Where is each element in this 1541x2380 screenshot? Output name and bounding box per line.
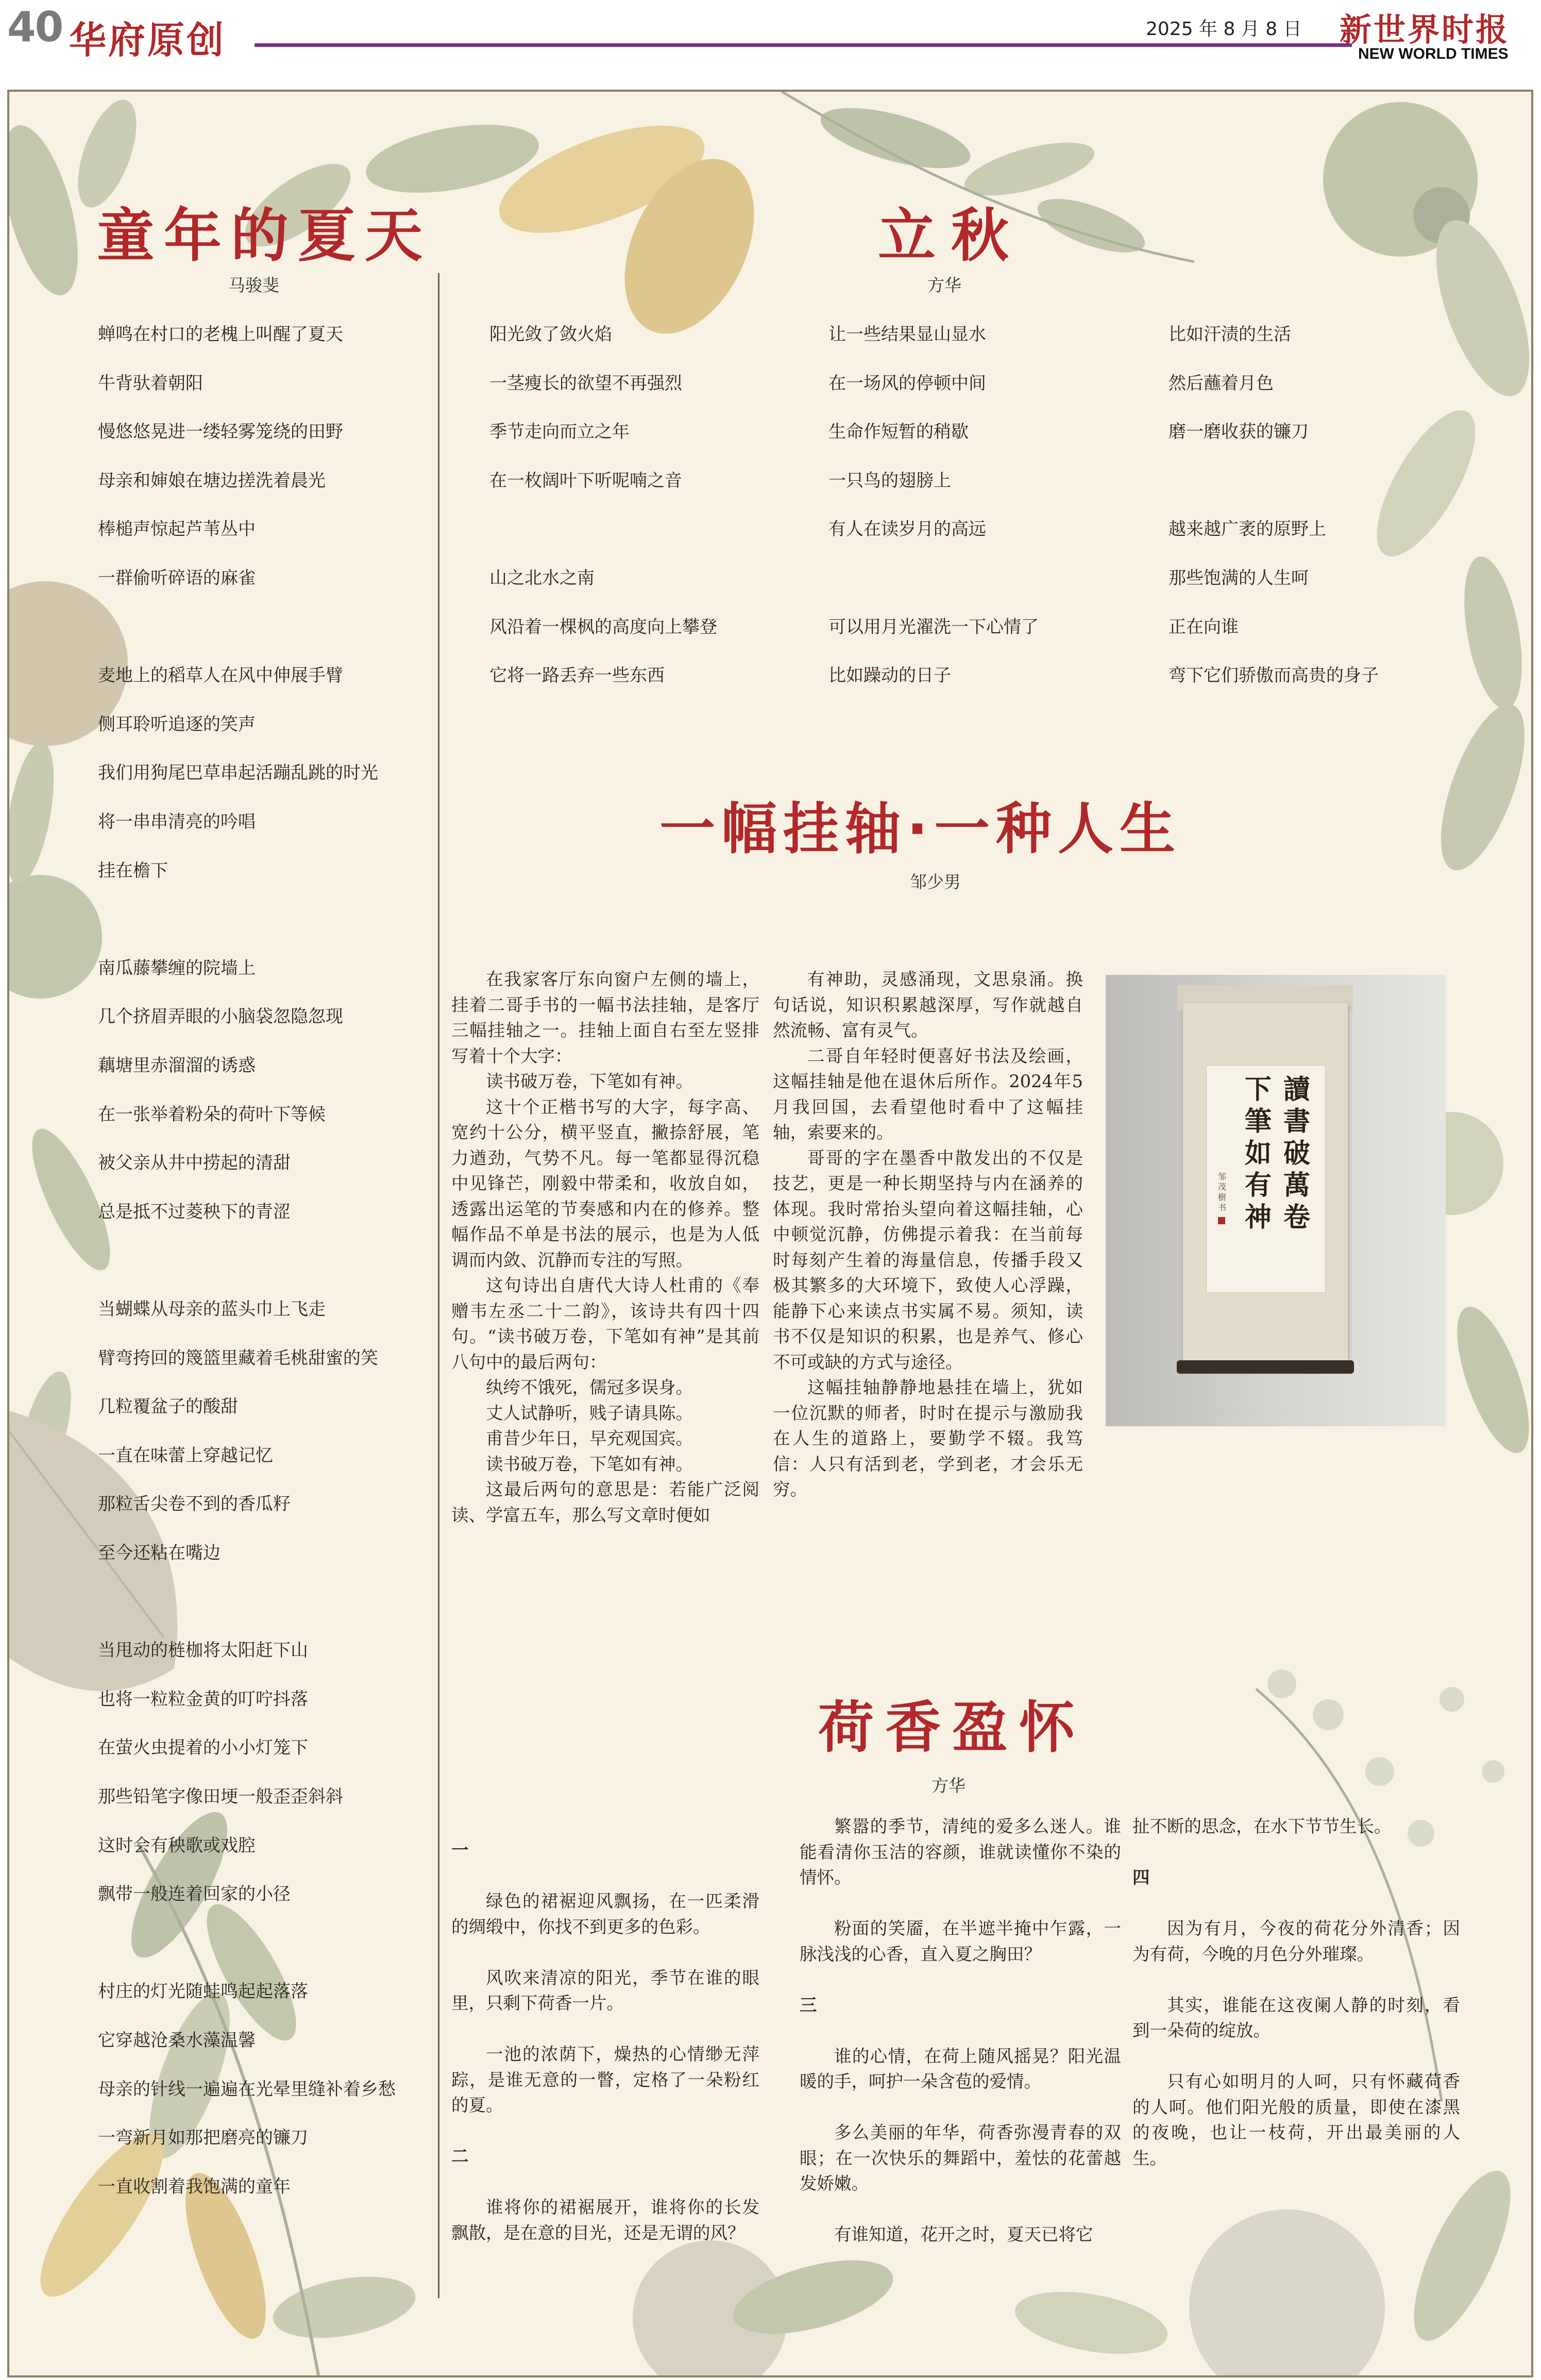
poem-line: 让一些结果显山显水 bbox=[828, 324, 986, 345]
poem-line: 在萤火虫提着的小小灯笼下 bbox=[98, 1737, 308, 1759]
poem-line: 越来越广袤的原野上 bbox=[1169, 519, 1326, 540]
paragraph: 粉面的笑靥，在半遮半掩中乍露，一脉浅浅的心香，直入夏之胸田？ bbox=[800, 1918, 1121, 1964]
poem-line: 正在向谁 bbox=[1169, 616, 1239, 637]
poem-line: 村庄的灯光随蛙鸣起起落落 bbox=[98, 1981, 308, 2002]
poem-line: 比如躁动的日子 bbox=[828, 665, 951, 686]
essay-author: 邹少男 bbox=[910, 872, 961, 892]
issue-date: 2025 年 8 月 8 日 bbox=[1146, 19, 1302, 40]
poem-line: 那些饱满的人生呵 bbox=[1169, 568, 1309, 588]
paragraph: 这幅挂轴静静地悬挂在墙上，犹如一位沉默的师者，时时在提示与激励我在人生的道路上，要勤学不辍。我笃信：人只有活到老，学到老，才会乐无穷。 bbox=[773, 1377, 1083, 1499]
poem-line: 有人在读岁月的高远 bbox=[828, 519, 986, 540]
masthead-logo: 新世界时报 bbox=[1340, 11, 1510, 48]
poem-line: 一只鸟的翅膀上 bbox=[828, 470, 951, 491]
poem-line: 臂弯挎回的篾篮里藏着毛桃甜蜜的笑 bbox=[98, 1347, 378, 1369]
poem-line: 在一场风的停顿中间 bbox=[828, 373, 986, 394]
poem-line: 那些铅笔字像田埂一般歪歪斜斜 bbox=[98, 1786, 343, 1807]
poem-line: 我们用狗尾巴草串起活蹦乱跳的时光 bbox=[98, 763, 378, 784]
poem-line: 侧耳聆听追逐的笑声 bbox=[98, 714, 256, 735]
poem-line: 它穿越沧桑水藻温馨 bbox=[98, 2030, 256, 2051]
paragraph: 这最后两句的意思是：若能广泛阅读、学富五车，那么写文章时便如 bbox=[451, 1479, 759, 1525]
paragraph: 其实，谁能在这夜阑人静的时刻，看到一朵荷的绽放。 bbox=[1132, 1995, 1460, 2040]
paragraph: 有谁知道，花开之时，夏天已将它 bbox=[834, 2224, 1093, 2244]
poem-line: 然后蘸着月色 bbox=[1169, 373, 1274, 394]
poem-line: 挂在檐下 bbox=[98, 860, 168, 881]
poem-line: 可以用月光濯洗一下心情了 bbox=[828, 616, 1039, 637]
poem-line: 这时会有秧歌或戏腔 bbox=[98, 1835, 256, 1856]
calligraphy-scroll-photo bbox=[1106, 975, 1446, 1426]
lotus-col1 bbox=[451, 1837, 759, 2246]
paragraph: 读书破万卷，下笔如有神。 bbox=[486, 1454, 693, 1474]
paragraph: 读书破万卷，下笔如有神。 bbox=[486, 1071, 693, 1091]
lotus-title: 荷香盈怀 bbox=[818, 1696, 1087, 1760]
poem-2-title: 立秋 bbox=[878, 202, 1024, 269]
poem-line: 那粒舌尖卷不到的香瓜籽 bbox=[98, 1494, 291, 1515]
poem-line: 当甩动的梿枷将太阳赶下山 bbox=[98, 1640, 308, 1661]
paragraph: 甫昔少年日，早充观国宾。 bbox=[486, 1428, 693, 1448]
poem-line: 在一张举着粉朵的荷叶下等候 bbox=[98, 1104, 326, 1125]
paragraph: 谁将你的裙裾展开，谁将你的长发飘散，是在意的目光，还是无谓的风？ bbox=[451, 2197, 759, 2243]
paragraph: 只有心如明月的人呵，只有怀藏荷香的人呵。他们阳光般的质量，即使在漆黑的夜晚，也让一枝荷，开出最美丽的人生。 bbox=[1132, 2071, 1460, 2168]
poem-line: 飘带一般连着回家的小径 bbox=[98, 1884, 291, 1905]
poem-line: 至今还粘在嘴边 bbox=[98, 1543, 221, 1563]
poem-line: 一茎瘦长的欲望不再强烈 bbox=[489, 373, 682, 394]
paragraph: 这句诗出自唐代大诗人杜甫的《奉赠韦左丞二十二韵》，该诗共有四十四句。“读书破万卷，下笔如有神”是其前八句中的最后两句： bbox=[451, 1275, 759, 1372]
poem-1-title: 童年的夏天 bbox=[97, 202, 432, 269]
paragraph: 二哥自年轻时便喜好书法及绘画，这幅挂轴是他在退休后所作。2024年5月我回国，去看望他时看中了这幅挂轴，索要来的。 bbox=[773, 1045, 1083, 1142]
lotus-col3 bbox=[1132, 1814, 1460, 2171]
poem-line: 母亲的针线一遍遍在光晕里缝补着乡愁 bbox=[98, 2079, 396, 2100]
poem-line: 磨一磨收获的镰刀 bbox=[1169, 421, 1309, 443]
poem-line: 生命作短暂的稍歇 bbox=[828, 421, 969, 443]
essay-title: 一幅挂轴·一种人生 bbox=[659, 797, 1182, 862]
poem-line: 也将一粒粒金黄的叮咛抖落 bbox=[98, 1689, 308, 1710]
poem-line: 母亲和婶娘在塘边搓洗着晨光 bbox=[98, 470, 326, 491]
essay-col2 bbox=[773, 967, 1083, 1503]
poem-line: 牛背驮着朝阳 bbox=[98, 373, 203, 394]
section-title: 华府原创 bbox=[69, 19, 226, 62]
paragraph: 在我家客厅东向窗户左侧的墙上，挂着二哥手书的一幅书法挂轴，是客厅三幅挂轴之一。挂轴上面自右至左竖排写着十个大字： bbox=[451, 969, 759, 1066]
poem-line: 一直收割着我饱满的童年 bbox=[98, 2176, 291, 2197]
poem-line: 弯下它们骄傲而高贵的身子 bbox=[1169, 665, 1379, 686]
paragraph: 多么美丽的年华，荷香弥漫青春的双眼；在一次快乐的舞蹈中，羞怯的花蕾越发娇嫩。 bbox=[800, 2122, 1121, 2193]
poem-line: 慢悠悠晃进一缕轻雾笼绕的田野 bbox=[98, 421, 343, 443]
poem-line: 总是抵不过菱秧下的青涩 bbox=[98, 1201, 291, 1222]
paragraph: 哥哥的字在墨香中散发出的不仅是技艺，更是一种长期坚持与内在涵养的体现。我时常抬头望向着这幅挂轴，心中顿觉沉静，仿佛提示着我：在当前每时每刻产生着的海量信息，传播手段又极其繁多的大环境下，致使人心浮躁，能静下心来读点书实属不易。须知，读书不仅是知识的积累，也是养气、修心不可或缺的方式与途径。 bbox=[773, 1147, 1083, 1372]
lotus-author: 方华 bbox=[932, 1776, 966, 1796]
poem-line: 山之北水之南 bbox=[489, 568, 595, 588]
poem-line: 阳光敛了敛火焰 bbox=[489, 324, 612, 345]
poem-1-author: 马骏斐 bbox=[228, 275, 279, 295]
paragraph: 丈人试静听，贱子请具陈。 bbox=[486, 1403, 693, 1423]
section-heading: 一 bbox=[451, 1840, 469, 1860]
poem-line: 南瓜藤攀缠的院墙上 bbox=[98, 957, 256, 978]
essay-col1 bbox=[451, 967, 759, 1528]
lotus-col2 bbox=[800, 1814, 1121, 2248]
poem-line: 季节走向而立之年 bbox=[489, 421, 630, 443]
poem-line: 比如汗渍的生活 bbox=[1169, 324, 1291, 345]
section-heading: 四 bbox=[1132, 1867, 1150, 1887]
column-divider bbox=[438, 273, 439, 2298]
header-rule bbox=[255, 43, 1352, 47]
poem-2-author: 方华 bbox=[927, 275, 961, 295]
poem-line: 藕塘里赤溜溜的诱惑 bbox=[98, 1055, 256, 1076]
poem-line: 被父亲从井中捞起的清甜 bbox=[98, 1153, 291, 1174]
paragraph: 谁的心情，在荷上随风摇晃？阳光温暖的手，呵护一朵含苞的爱情。 bbox=[800, 2046, 1121, 2091]
paragraph: 纨绔不饿死，儒冠多误身。 bbox=[486, 1377, 693, 1397]
paragraph: 一池的浓荫下，燥热的心情缈无萍踪，是谁无意的一瞥，定格了一朵粉红的夏。 bbox=[451, 2044, 759, 2115]
paragraph: 扯不断的思念，在水下节节生长。 bbox=[1132, 1816, 1392, 1836]
page-number: 40 bbox=[7, 3, 63, 51]
poem-line: 它将一路丢弃一些东西 bbox=[489, 665, 665, 686]
paragraph: 这十个正楷书写的大字，每字高、宽约十公分，横平竖直，撇捺舒展，笔力遒劲，气势不凡。每一笔都显得沉稳中见锋芒，刚毅中带柔和，收放自如，透露出运笔的节奏感和内在的修养。整幅作品不单是书法的展示，也是为人低调而内敛、沉静而专注的写照。 bbox=[451, 1096, 759, 1270]
poem-line: 一弯新月如那把磨亮的镰刀 bbox=[98, 2128, 308, 2149]
poem-line: 几粒覆盆子的酸甜 bbox=[98, 1396, 238, 1417]
paragraph: 因为有月，今夜的荷花分外清香；因为有荷，今晚的月色分外璀璨。 bbox=[1132, 1918, 1460, 1964]
section-heading: 三 bbox=[800, 1995, 817, 2015]
poem-line: 风沿着一棵枫的高度向上攀登 bbox=[489, 616, 717, 637]
scroll-text-left: 下筆如有神 bbox=[1245, 1074, 1272, 1233]
poem-line: 在一枚阔叶下听呢喃之音 bbox=[489, 470, 682, 491]
content-panel bbox=[7, 90, 1533, 2377]
poem-line: 将一串串清亮的吟唱 bbox=[98, 812, 256, 832]
scroll-signature: 邹茂樹书 bbox=[1218, 1172, 1227, 1212]
masthead-logo-en: NEW WORLD TIMES bbox=[1358, 45, 1509, 62]
paragraph: 绿色的裙裾迎风飘扬，在一匹柔滑的绸缎中，你找不到更多的色彩。 bbox=[451, 1891, 759, 1937]
paragraph: 繁嚣的季节，清纯的爱多么迷人。谁能看清你玉洁的容颜，谁就读懂你不染的情怀。 bbox=[800, 1816, 1121, 1887]
poem-line: 蝉鸣在村口的老槐上叫醒了夏天 bbox=[98, 324, 343, 345]
poem-line: 一群偷听碎语的麻雀 bbox=[98, 568, 256, 588]
poem-line: 几个挤眉弄眼的小脑袋忽隐忽现 bbox=[98, 1006, 343, 1027]
seal-stamp bbox=[1218, 1217, 1225, 1224]
scroll-text-right: 讀書破萬卷 bbox=[1283, 1074, 1311, 1233]
poem-line: 一直在味蕾上穿越记忆 bbox=[98, 1445, 273, 1466]
poem-line: 当蝴蝶从母亲的蓝头巾上飞走 bbox=[98, 1299, 326, 1320]
paragraph: 风吹来清凉的阳光，季节在谁的眼里，只剩下荷香一片。 bbox=[451, 1967, 759, 2013]
paragraph: 有神助，灵感涌现，文思泉涌。换句话说，知识积累越深厚，写作就越自然流畅、富有灵气。 bbox=[773, 969, 1083, 1040]
poem-line: 麦地上的稻草人在风中伸展手臂 bbox=[98, 665, 343, 686]
section-heading: 二 bbox=[451, 2146, 469, 2166]
poem-line: 棒槌声惊起芦苇丛中 bbox=[98, 519, 256, 540]
